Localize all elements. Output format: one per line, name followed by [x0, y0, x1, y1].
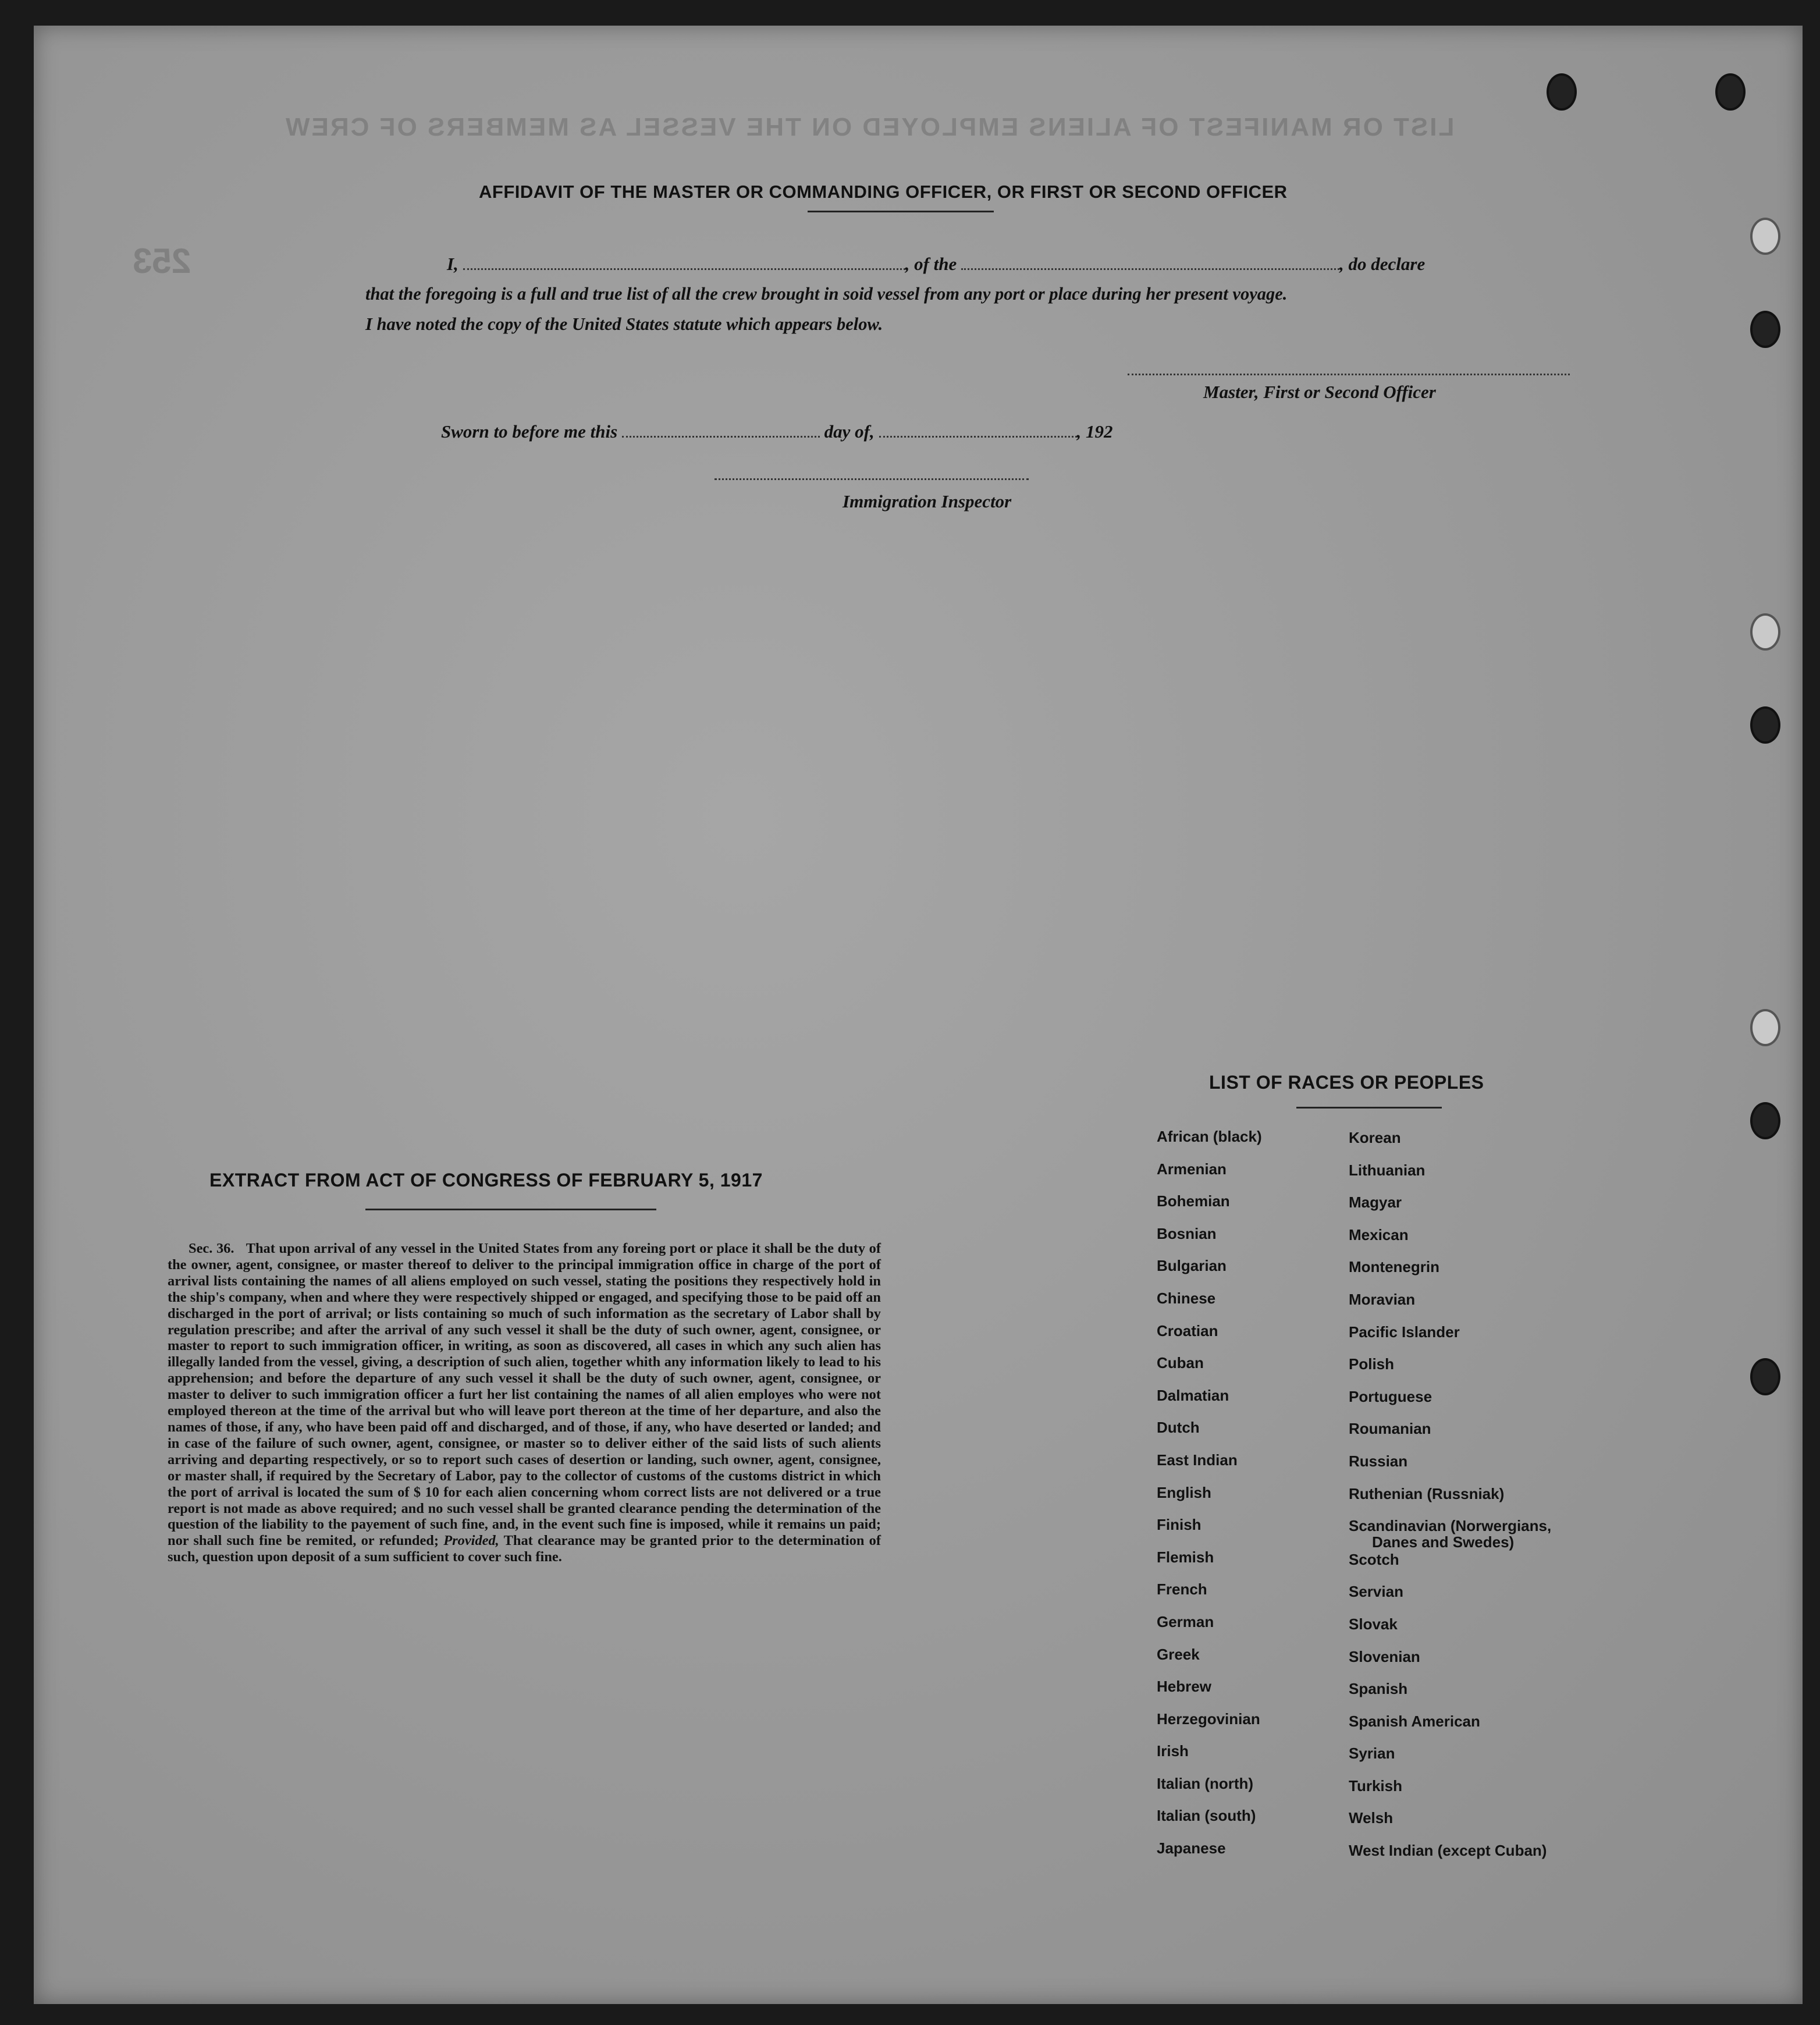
sworn-line: [441, 421, 1113, 442]
race-item: Mexican: [1349, 1225, 1409, 1244]
race-item: Pacific Islander: [1349, 1323, 1460, 1341]
race-item: Portuguese: [1349, 1387, 1432, 1405]
proviso-label: Provided,: [443, 1533, 499, 1549]
race-item: Chinese: [1157, 1289, 1216, 1307]
race-item: East Indian: [1157, 1451, 1238, 1469]
punch-hole: [1750, 1358, 1780, 1395]
race-item: Lithuanian: [1349, 1161, 1426, 1179]
year-label: , 192: [1076, 421, 1113, 442]
race-item: Irish: [1157, 1742, 1189, 1760]
punch-hole: [1750, 311, 1780, 348]
sworn-day-field[interactable]: [622, 436, 820, 438]
race-item: Bulgarian: [1157, 1257, 1227, 1275]
punch-hole: [1750, 706, 1780, 744]
proviso-text: That clearance may be granted prior to the determination of such, question upon deposit of a sum sufficient to cover such fine.: [168, 1533, 881, 1565]
of-the-label: , of the: [905, 254, 957, 274]
statute-text-block: [168, 1241, 881, 1565]
i-label: I,: [447, 254, 458, 274]
race-item: Slovenian: [1349, 1647, 1420, 1665]
inspector-signature-line[interactable]: [715, 478, 1029, 480]
races-left-column: [1157, 1128, 1262, 1872]
affidavit-heading: AFFIDAVIT OF THE MASTER OR COMMANDING OFFICER, OR FIRST OR SECOND OFFICER: [479, 182, 1288, 202]
section-label: Sec. 36.: [189, 1241, 234, 1256]
day-of-label: day of,: [824, 421, 875, 442]
race-item: Italian (south): [1157, 1807, 1256, 1825]
race-item: Polish: [1349, 1355, 1395, 1373]
race-item: Syrian: [1349, 1745, 1395, 1763]
name-field[interactable]: [463, 268, 905, 270]
affidavit-statement-line1: that the foregoing is a full and true list of all the crew brought in soid vessel from any port or place during her present voyage.: [365, 284, 1288, 304]
race-item: Finish: [1157, 1516, 1202, 1534]
race-item: Slovak: [1349, 1615, 1398, 1633]
race-item: Scotch: [1349, 1550, 1399, 1568]
races-right-column: [1349, 1129, 1551, 1874]
affidavit-declaration-line: [447, 254, 1425, 275]
race-item: Cuban: [1157, 1354, 1204, 1372]
race-item: Bohemian: [1157, 1192, 1230, 1210]
race-item: Dutch: [1157, 1419, 1200, 1437]
punch-hole: [1750, 613, 1780, 651]
document-page: [34, 26, 1803, 2004]
extract-heading-rule: [365, 1209, 656, 1210]
punch-hole: [1750, 1009, 1780, 1046]
race-item: Montenegrin: [1349, 1258, 1439, 1276]
race-item: Danes and Swedes): [1372, 1533, 1515, 1551]
race-item: West Indian (except Cuban): [1349, 1842, 1547, 1860]
punch-hole: [1547, 73, 1577, 111]
race-item: Welsh: [1349, 1809, 1394, 1827]
race-item: Turkish: [1349, 1777, 1402, 1795]
race-item: Italian (north): [1157, 1774, 1254, 1792]
race-item: German: [1157, 1612, 1214, 1630]
race-item: Armenian: [1157, 1160, 1227, 1178]
race-item: Flemish: [1157, 1548, 1214, 1566]
race-item: Japanese: [1157, 1839, 1226, 1857]
sworn-month-field[interactable]: [879, 436, 1077, 438]
punch-hole: [1750, 1102, 1780, 1139]
race-item: Roumanian: [1349, 1420, 1431, 1438]
vessel-field[interactable]: [961, 268, 1339, 270]
races-heading: LIST OF RACES OR PEOPLES: [1209, 1072, 1484, 1093]
race-item: French: [1157, 1580, 1207, 1598]
race-item: Herzegovinian: [1157, 1710, 1260, 1728]
race-item: Scandinavian (Norwergians,: [1349, 1517, 1552, 1535]
sworn-label: Sworn to before me this: [441, 421, 618, 442]
bleed-through-number: 253: [133, 241, 191, 280]
do-declare-label: , do declare: [1339, 254, 1426, 274]
race-item: Moravian: [1349, 1290, 1416, 1308]
race-item: Magyar: [1349, 1193, 1402, 1212]
affidavit-heading-rule: [808, 211, 994, 212]
race-item: Ruthenian (Russniak): [1349, 1484, 1505, 1502]
races-heading-rule: [1296, 1107, 1442, 1109]
race-item: Croatian: [1157, 1321, 1218, 1340]
race-item: Dalmatian: [1157, 1386, 1229, 1404]
race-item: Greek: [1157, 1645, 1200, 1663]
race-item: Hebrew: [1157, 1678, 1211, 1696]
extract-heading: EXTRACT FROM ACT OF CONGRESS OF FEBRUARY 5, 1917: [209, 1170, 763, 1191]
race-item: Korean: [1349, 1129, 1401, 1146]
race-item: English: [1157, 1483, 1211, 1501]
punch-hole: [1750, 218, 1780, 255]
bleed-through-title: LIST OR MANIFEST OF ALIENS EMPLOYED ON THE VESSEL AS MEMBERS OF CREW: [284, 113, 1455, 141]
race-item: Servian: [1349, 1583, 1403, 1601]
statute-body: That upon arrival of any vessel in the United States from any foreing port or place it shall be the duty of the owner, agent, consignee, or master thereof to deliver to the principal immigration office in charge of the port of arrival lists containing the names of all aliens employed on such vessel, stating the positions they respectively hold in the ship's company, when and where they were respectively shipped or engaged, and specifying those to be paid off an discharged in the port of arrival; or lists containing so much of such information as the secretary of Labor shall by regulation prescribe; and after the arrival of any such vessel it shall be the duty of such owner, agent, consignee, or master to report to such immigration officer, in writing, as soon as discovered, all cases in which any such alien has illegally landed from the vessel, giving, a description of such alien, together whith any information likely to lead to his apprehension; and before the departure of any such vessel it shall be the duty of such owner, agent, consignee, or master to deliver to such immigration officer a furt her list containing the names of all alien employes who were not employed thereon at the time of the arrival but who will leave port thereon at the time of her departure, and also the names of those, if any, who have been paid off and discharged, and of those, if any, who have deserted or landed; and in case of the failure of such owner, agent, consignee, or master so to deliver either of the said lists of such alients arriving and departing respectively, or so to report such cases of desertion or landing, such owner, agent, consignee, or master shall, if required by the Secretary of Labor, pay to the collector of customs of the customs district in which the port of arrival is located the sum of $ 10 for each alien concerning whom correct lists are not delivered or a true report is not made as above required; and no such vessel shall be granted clearance pending the determination of the question of the liability to the payement of such fine, and, in the event such fine is imposed, while it remains un paid; nor shall such fine be remited, or refunded;: [168, 1241, 881, 1549]
race-item: Spanish: [1349, 1680, 1408, 1698]
affidavit-statement-line2: I have noted the copy of the United States statute which appears below.: [365, 314, 883, 334]
master-signature-label: Master, First or Second Officer: [1203, 382, 1436, 402]
punch-hole: [1715, 73, 1746, 111]
race-item: Spanish American: [1349, 1712, 1480, 1730]
master-signature-line[interactable]: [1128, 374, 1570, 375]
race-item: African (black): [1157, 1128, 1262, 1145]
inspector-label: Immigration Inspector: [843, 491, 1012, 511]
race-item: Bosnian: [1157, 1224, 1217, 1242]
race-item: Russian: [1349, 1452, 1408, 1470]
